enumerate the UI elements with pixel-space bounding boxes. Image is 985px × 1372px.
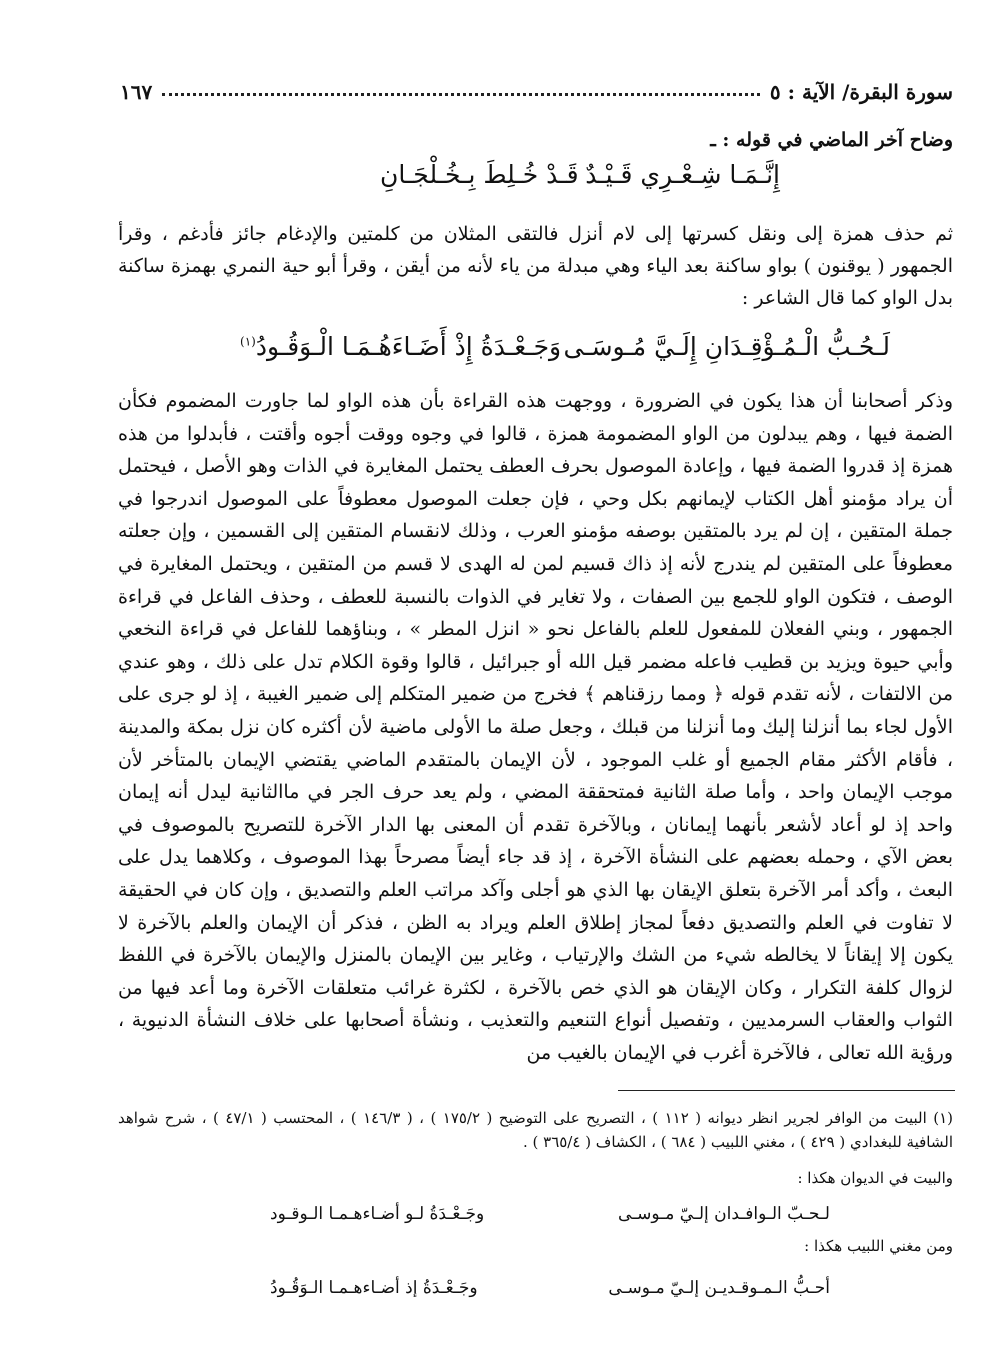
sura-reference: سورة البقرة/ الآية : ٥ xyxy=(769,80,953,104)
footnote-ref: (١) xyxy=(240,334,256,349)
intro-line xyxy=(118,122,953,158)
footnote-one xyxy=(118,1106,953,1154)
footnote-divan-intro-text: والبيت في الديوان هكذا : xyxy=(797,1169,953,1187)
page-number: ١٦٧ xyxy=(120,80,153,104)
footnote-divan-verse xyxy=(270,1204,830,1224)
page-header xyxy=(120,70,953,104)
paragraph-one-text: ثم حذف همزة إلى ونقل كسرتها إلى لام أنزل فالتقى المثلان من كلمتين والإدغام جائز فأدغم ، وقرأ الجمهور ( يوقنون ) بواو ساكنة بعد الياء وهي مبدلة من ياء لأنه من أيقن ، وقرأ أبو حية النمري بهمزة ساكنة بدل الواو كما قال الشاعر : xyxy=(118,223,953,309)
verse-two-second xyxy=(240,332,561,361)
divan-verse-first: لـحـبّ الـوافـدان إلـيّ مـوسـى xyxy=(618,1204,830,1224)
footnote-divan-intro xyxy=(118,1166,953,1190)
footnote-mughni-verse xyxy=(270,1278,830,1298)
paragraph-one xyxy=(118,218,953,314)
footnote-one-text: (١) البيت من الوافر لجرير انظر ديوانه ( ١١٢ ) ، التصريح على التوضيح ( ١٧٥/٢ ) ، ( ١٤٦/٣ ) ، المحتسب ( ٤٧/١ ) ، شرح شواهد الشافية للبغدادي ( ٤٢٩ ) ، مغني اللبيب ( ٦٨٤ ) ، الكشاف ( ٣٦٥/٤ ) . xyxy=(118,1109,953,1151)
verse-two-first-hemistich: لَـحُـبُّ الْـمُـؤْقِـدَانِ إِلَـيَّ مُـوسَـى xyxy=(563,332,890,361)
footnote-separator xyxy=(618,1090,955,1091)
footnote-mughni-intro xyxy=(118,1234,953,1258)
mughni-verse-second: وجَـعْـدَةُ إذ أضـاءهـمـا الـوَقُـودُ xyxy=(270,1278,478,1298)
verse-one-first-hemistich: إِنَّـمَـا شِـعْـرِي قَـيْـدٌ xyxy=(585,160,780,189)
divan-verse-second: وجَـعْـدَةُ لـو أضـاءهـمـا الـوقـود xyxy=(270,1204,485,1224)
verse-one-second-hemistich: قَـدْ خُـلِطَ بِـخُـلْجَـانِ xyxy=(380,160,579,189)
intro-text: وضاح آخر الماضي في قوله : ـ xyxy=(710,129,953,151)
paragraph-two-text: وذكر أصحابنا أن هذا يكون في الضرورة ، ووجهت هذه القراءة بأن هذه الواو لما جاورت المضموم فكأن الضمة فيها ، وهم يبدلون من الواو المضمومة همزة ، قالوا في وجوه ووقت أجوه وأقتت ، فأبدلوا من هذه همزة إذ قدروا الضمة فيها ، وإعادة الموصول بحرف العطف يحتمل المغايرة في الذات وهو الأصل ، فيحتمل أن يراد مؤمنو أهل الكتاب لإيمانهم بكل وحي ، فإن جعلت الموصول معطوفاً على الموصول اندرجوا في جملة المتقين ، إن لم يرد بالمتقين بوصفه مؤمنو العرب ، وذلك لانقسام المتقين إلى القسمين ، وإن جعلته معطوفاً على المتقين لم يندرج لأنه إذ ذاك قسيم لمن له الهدى لا قسم من المتقين ، ويحتمل المغايرة في الوصف ، فتكون الواو للجمع بين الصفات ، ولا تغاير في الذوات بالنسبة للعطف ، وحذف الفاعل في قراءة الجمهور ، وبني الفعلان للمفعول للعلم بالفاعل نحو « انزل المطر » ، وبناؤهما للفاعل في قراءة النخعي وأبي حيوة ويزيد بن قطيب فاعله مضمر قيل الله أو جبرائيل ، قالوا وقوة الكلام تدل على ذلك ، وهو عندي من الالتفات ، لأنه تقدم قوله ﴿ ومما رزقناهم ﴾ فخرج من ضمير المتكلم إلى ضمير الغيبة ، إذ لو جرى على الأول لجاء بما أنزلنا إليك وما أنزلنا من قبلك ، وجعل صلة ما الأولى ماضية لأن أكثره كان نزل بمكة والمدينة ، فأقام الأكثر مقام الجميع أو غلب الموجود ، لأن الإيمان بالمتقدم الماضي يقتضي الإيمان بالمتأخر لأن موجب الإيمان واحد ، وأما صلة الثانية فمتحققة المضي ، ولم يعد حرف الجر في ماالثانية ليدل أنه إيمان واحد إذ لو أعاد لأشعر بأنهما إيمانان ، وبالآخرة تقدم أن المعنى بها الدار الآخرة للتصريح بالموصوف في بعض الآي ، وحمله بعضهم على النشأة الآخرة ، إذ قد جاء أيضاً مصرحاً بهذا الموصوف ، وكلاهما يدل على البعث ، وأكد أمر الآخرة بتعلق الإيقان بها الذي هو أجلى وآكد مراتب العلم والتصديق ، وإن كان في الحقيقة لا تفاوت في العلم والتصديق دفعاً لمجاز إطلاق العلم ويراد به الظن ، فذكر أن الإيمان والعلم بالآخرة لا يكون إلا إيقاناً لا يخالطه شيء من الشك والإرتياب ، وغاير بين الإيمان بالمنزل والإيمان بالآخرة في اللفظ لزوال كلفة التكرار ، وكان الإيقان هو الذي خص بالآخرة ، لكثرة غرائب متعلقات الآخرة وما أعد فيها من الثواب والعقاب السرمديين ، وتفصيل أنواع التنعيم والتعذيب ، ونشأة أصحابها على خلاف النشأة الدنيوية ، ورؤية الله تعالى ، فالآخرة أغرب في الإيمان بالغيب من xyxy=(118,390,953,1064)
verse-two xyxy=(240,332,890,361)
header-dot-leader xyxy=(162,93,760,96)
footnote-mughni-intro-text: ومن مغني اللبيب هكذا : xyxy=(804,1237,953,1255)
paragraph-two xyxy=(118,385,953,1069)
verse-one xyxy=(380,160,780,189)
verse-two-second-hemistich: وَجَـعْـدَةُ إِذْ أَضَـاءَهُـمَـا الْـوَقُـودُ xyxy=(255,332,562,361)
mughni-verse-first: أحـبُّ الـمـوقـديـن إلـيّ مـوسـى xyxy=(608,1278,830,1298)
